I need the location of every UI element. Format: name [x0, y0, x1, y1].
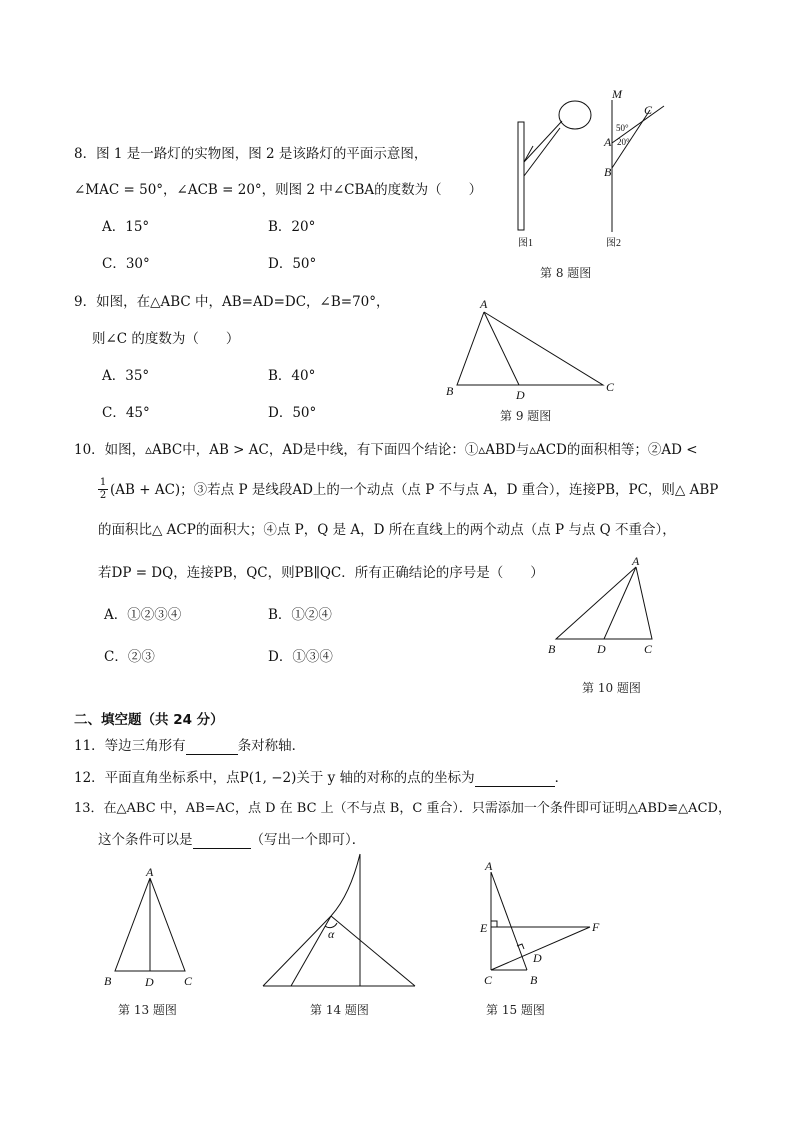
- q10-text-line2: (AB + AC)；③若点 P 是线段AD上的一个动点（点 P 不与点 A，D 重合），连接PB，PC，则△ ABP: [110, 482, 719, 498]
- q10-label-d: D: [597, 642, 606, 656]
- q9-option-d: D．50°: [268, 405, 317, 421]
- q13-text-line1: 13．在△ABC 中，AB=AC，点 D 在 BC 上（不与点 B，C 重合）．只需添加一个条件即可证明△ABD≌△ACD，: [74, 801, 731, 816]
- q10-fraction-numerator: 1: [99, 477, 107, 488]
- fig14-label-alpha: α: [328, 927, 335, 941]
- q9-text-line1: 9．如图，在△ABC 中，AB=AD=DC，∠B=70°，: [74, 294, 390, 310]
- q10-text-line4: 若DP = DQ，连接PB，QC，则PB∥QC．所有正确结论的序号是（ ）: [98, 565, 544, 581]
- fig15-label-c: C: [484, 973, 493, 987]
- fig13-label-c: C: [184, 974, 193, 988]
- fig13-caption: 第 13 题图: [118, 1003, 177, 1017]
- q8-label-c: C: [644, 103, 653, 117]
- q8-label-m: M: [612, 87, 622, 101]
- q13-text-before: 这个条件可以是: [98, 832, 193, 848]
- q9-option-a: A．35°: [102, 368, 150, 384]
- fig15-label-d: D: [533, 951, 542, 965]
- q8-option-b: B．20°: [268, 219, 316, 235]
- q9-caption: 第 9 题图: [500, 409, 552, 423]
- q11-text-after: 条对称轴．: [237, 738, 306, 754]
- q9-text-line2: 则∠C 的度数为（ ）: [92, 331, 240, 347]
- q11-text-before: 11．等边三角形有: [74, 738, 186, 754]
- q10-option-c: C．②③: [104, 649, 155, 665]
- q8-angle-20: 20°: [617, 137, 630, 147]
- fig15-label-a: A: [485, 859, 493, 873]
- fig15-caption: 第 15 题图: [486, 1003, 545, 1017]
- q9-option-b: B．40°: [268, 368, 316, 384]
- q9-option-c: C．45°: [102, 405, 150, 421]
- q10-fraction-denominator: 2: [99, 490, 107, 501]
- q10-label-b: B: [548, 642, 556, 656]
- q8-label-a: A: [604, 135, 612, 149]
- q8-text-line2: ∠MAC = 50°，∠ACB = 20°，则图 2 中∠CBA的度数为（ ）: [74, 182, 483, 198]
- fig15-label-f: F: [592, 920, 600, 934]
- q10-label-a: A: [632, 554, 640, 568]
- q12-text-before: 12．平面直角坐标系中，点P(1, −2)关于 y 轴的对称的点的坐标为: [74, 770, 475, 786]
- q8-caption: 第 8 题图: [540, 266, 592, 280]
- q8-angle-50: 50°: [616, 123, 629, 133]
- q13-text-after: （写出一个即可）．: [250, 832, 366, 848]
- q8-fig1-label: 图1: [518, 238, 533, 249]
- fig13-label-a: A: [146, 865, 154, 879]
- q9-label-a: A: [480, 297, 488, 311]
- q10-caption: 第 10 题图: [582, 681, 641, 695]
- q9-label-c: C: [606, 380, 615, 394]
- q9-label-b: B: [446, 384, 454, 398]
- q10-text-line3: 的面积比△ ACP的面积大；④点 P，Q 是 A，D 所在直线上的两个动点（点 P 与点 Q 不重合），: [98, 522, 676, 538]
- q8-text-line1: 8．图 1 是一路灯的实物图，图 2 是该路灯的平面示意图，: [74, 146, 428, 162]
- fig15-label-b: B: [530, 973, 538, 987]
- q10-option-d: D．①③④: [268, 649, 333, 665]
- q10-label-c: C: [644, 642, 653, 656]
- fig13-label-b: B: [104, 974, 112, 988]
- fig15-label-e: E: [480, 921, 488, 935]
- q10-option-a: A．①②③④: [104, 607, 182, 623]
- fig14-caption: 第 14 题图: [310, 1003, 369, 1017]
- q9-label-d: D: [516, 388, 525, 402]
- q8-option-c: C．30°: [102, 256, 150, 272]
- fig13-label-d: D: [145, 975, 154, 989]
- section-2-title: 二、填空题（共 24 分）: [74, 712, 224, 728]
- q8-fig2-label: 图2: [606, 238, 621, 249]
- q8-option-a: A．15°: [102, 219, 150, 235]
- q12-text-after: ．: [554, 770, 569, 786]
- q8-label-b: B: [604, 165, 612, 179]
- q8-option-d: D．50°: [268, 256, 317, 272]
- q10-text-line1: 10．如图，▵ABC中，AB > AC，AD是中线，有下面四个结论：①▵ABD与▵ACD的面积相等；②AD <: [74, 442, 698, 458]
- q10-option-b: B．①②④: [268, 607, 332, 623]
